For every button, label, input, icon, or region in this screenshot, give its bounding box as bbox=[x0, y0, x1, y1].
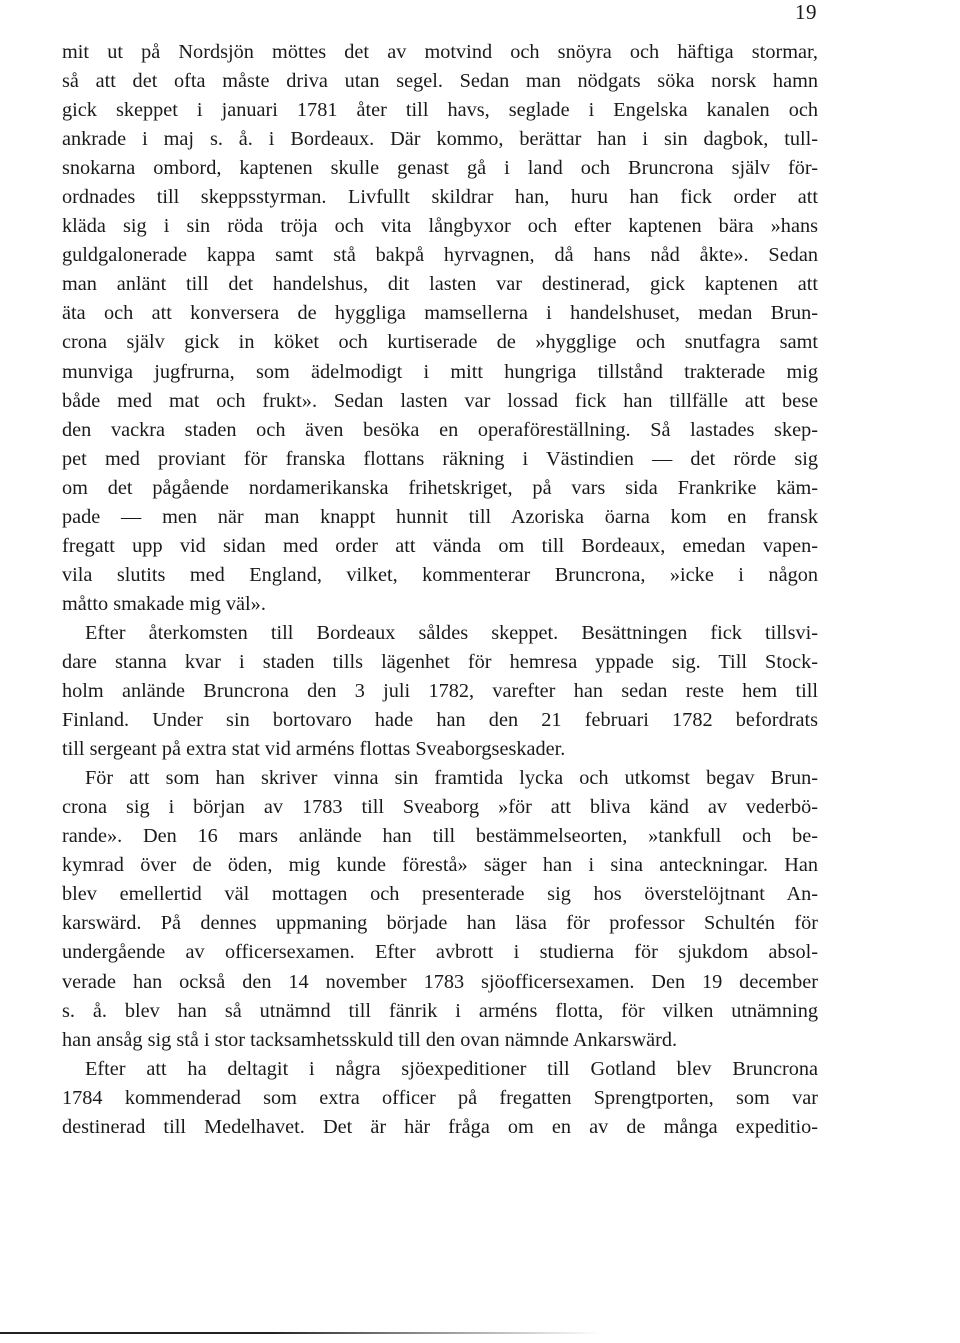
text-line: rande». Den 16 mars anlände han till bestämmelseorten, »tankfull och be- bbox=[62, 825, 818, 848]
text-line: För att som han skriver vinna sin framtida lycka och utkomst begav Brun- bbox=[85, 767, 818, 790]
text-line: karswärd. På dennes uppmaning började han läsa för professor Schultén för bbox=[62, 912, 818, 935]
scan-edge-rule bbox=[0, 1332, 600, 1334]
text-line: mit ut på Nordsjön möttes det av motvind och snöyra och häftiga stormar, bbox=[62, 41, 818, 63]
text-line: snokarna ombord, kaptenen skulle genast gå i land och Bruncrona själv för- bbox=[62, 157, 818, 180]
text-line: pade — men när man knappt hunnit till Azoriska öarna kom en fransk bbox=[62, 505, 818, 528]
text-line: vila slutits med England, vilket, kommenterar Bruncrona, »icke i någon bbox=[62, 563, 818, 586]
page-number: 19 bbox=[795, 0, 817, 24]
text-line: s. å. blev han så utnämnd till fänrik i arméns flotta, för vilken utnämning bbox=[62, 999, 818, 1022]
text-line: munviga jugfrurna, som ädelmodigt i mitt hungriga tillstånd trakterade mig bbox=[62, 360, 818, 383]
text-line: guldgalonerade kappa samt stå bakpå hyrvagnen, då hans nåd åkte». Sedan bbox=[62, 244, 818, 267]
text-line: måtto smakade mig väl». bbox=[62, 592, 266, 615]
text-line: undergående av officersexamen. Efter avbrott i studierna för sjukdom absol- bbox=[62, 941, 818, 964]
text-line: holm anlände Bruncrona den 3 juli 1782, varefter han sedan reste hem till bbox=[62, 680, 818, 703]
text-line: fregatt upp vid sidan med order att vända om till Bordeaux, emedan vapen- bbox=[62, 534, 818, 557]
text-line: ordnades till skeppsstyrman. Livfullt skildrar han, huru han fick order att bbox=[62, 186, 818, 209]
text-line: crona sig i början av 1783 till Sveaborg »för att bliva känd av vederbö- bbox=[62, 796, 818, 819]
text-line: man anlänt till det handelshus, dit lasten var destinerad, gick kaptenen att bbox=[62, 273, 818, 296]
text-line: äta och att konversera de hyggliga mamsellerna i handelshuset, medan Brun- bbox=[62, 302, 818, 325]
text-line: crona själv gick in köket och kurtiserade de »hygglige och snutfagra samt bbox=[62, 331, 818, 354]
text-line: kläda sig i sin röda tröja och vita långbyxor och efter kaptenen bära »hans bbox=[62, 215, 818, 238]
text-line: pet med proviant för franska flottans räkning i Västindien — det rörde sig bbox=[62, 447, 818, 470]
text-line: 1784 kommenderad som extra officer på fregatten Sprengtporten, som var bbox=[62, 1086, 818, 1109]
text-line: blev emellertid väl mottagen och presenterade sig hos överstelöjtnant An- bbox=[62, 883, 818, 906]
text-line: den vackra staden och även besöka en operaföreställning. Så lastades skep- bbox=[62, 418, 818, 441]
text-line: destinerad till Medelhavet. Det är här fråga om en av de många expeditio- bbox=[62, 1115, 818, 1138]
text-line: dare stanna kvar i staden tills lägenhet för hemresa yppade sig. Till Stock- bbox=[62, 650, 818, 673]
text-line: både med mat och frukt». Sedan lasten var lossad fick han tillfälle att bese bbox=[62, 389, 818, 412]
text-line: verade han också den 14 november 1783 sjöofficersexamen. Den 19 december bbox=[62, 970, 818, 993]
text-line: Efter att ha deltagit i några sjöexpeditioner till Gotland blev Bruncrona bbox=[85, 1057, 818, 1080]
text-line: gick skeppet i januari 1781 åter till havs, seglade i Engelska kanalen och bbox=[62, 99, 818, 122]
text-line: så att det ofta måste driva utan segel. Sedan man nödgats söka norsk hamn bbox=[62, 70, 818, 93]
text-line: kymrad över de öden, mig kunde förestå» säger han i sina anteckningar. Han bbox=[62, 854, 818, 877]
text-line: Efter återkomsten till Bordeaux såldes skeppet. Besättningen fick tillsvi- bbox=[85, 621, 818, 644]
text-line: om det pågående nordamerikanska frihetskriget, på vars sida Frankrike käm- bbox=[62, 476, 818, 499]
text-line: till sergeant på extra stat vid arméns flottas Sveaborgseskader. bbox=[62, 738, 566, 761]
text-line: Finland. Under sin bortovaro hade han den 21 februari 1782 befordrats bbox=[62, 709, 818, 732]
text-line: han ansåg sig stå i stor tacksamhetsskuld till den ovan nämnde Ankarswärd. bbox=[62, 1028, 678, 1051]
text-line: ankrade i maj s. å. i Bordeaux. Där kommo, berättar han i sin dagbok, tull- bbox=[62, 128, 818, 151]
body-text bbox=[62, 38, 818, 1142]
